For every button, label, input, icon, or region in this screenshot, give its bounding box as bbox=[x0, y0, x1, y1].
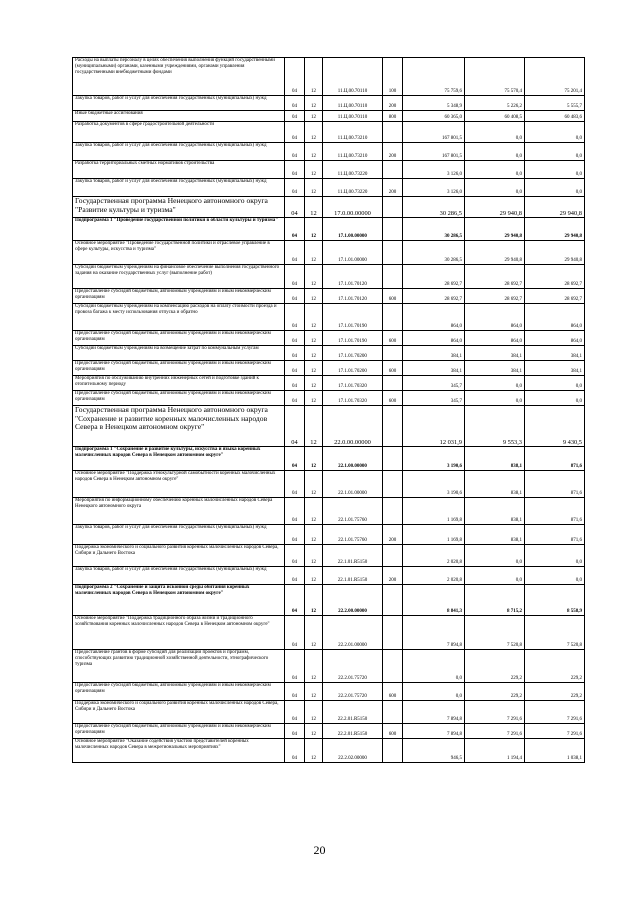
target-code-cell: 11.Ц.00.73210 bbox=[323, 122, 383, 143]
amount-year1-cell: 8 841,3 bbox=[403, 585, 465, 616]
section-code-cell: 04 bbox=[285, 525, 305, 545]
table-row bbox=[73, 265, 585, 289]
subsection-code-cell: 12 bbox=[305, 179, 323, 197]
expense-type-cell bbox=[383, 241, 403, 265]
table-row bbox=[73, 161, 585, 179]
subsection-code-cell: 12 bbox=[305, 525, 323, 545]
amount-year1-cell: 3 190,6 bbox=[403, 471, 465, 498]
expense-type-cell bbox=[383, 701, 403, 724]
expense-type-cell bbox=[383, 218, 403, 241]
target-code-cell: 22.1.01.R5150 bbox=[323, 567, 383, 585]
amount-year2-cell: 838,1 bbox=[465, 471, 525, 498]
amount-year3-cell: 29 940,8 bbox=[525, 241, 585, 265]
target-code-cell: 11.Ц.00.70110 bbox=[323, 96, 383, 111]
subsection-code-cell: 12 bbox=[305, 96, 323, 111]
row-name-cell: Мероприятия по информационному обеспечению коренных малочисленных народов Севера Ненецкого автономного округа bbox=[73, 498, 285, 525]
section-code-cell: 04 bbox=[285, 143, 305, 161]
amount-year1-cell: 3 126,0 bbox=[403, 179, 465, 197]
row-name-cell: Предоставление грантов в форме субсидий для реализации проектов и программ, способствующих развитию традиционной хозяйственной деятельности, этнографического туризма bbox=[73, 650, 285, 683]
table-row bbox=[73, 498, 585, 525]
amount-year1-cell: 384,1 bbox=[403, 361, 465, 376]
amount-year2-cell: 0,0 bbox=[465, 545, 525, 567]
amount-year3-cell: 29 940,8 bbox=[525, 197, 585, 218]
row-name-cell: Основное мероприятие "Проведение государственной политики и отраслевое управление в сфере культуры, искусства и туризма" bbox=[73, 241, 285, 265]
section-code-cell: 04 bbox=[285, 724, 305, 739]
section-code-cell: 04 bbox=[285, 545, 305, 567]
amount-year1-cell: 7 894,8 bbox=[403, 701, 465, 724]
amount-year3-cell: 60 483,6 bbox=[525, 111, 585, 122]
table-row bbox=[73, 304, 585, 331]
table-row bbox=[73, 331, 585, 346]
amount-year3-cell: 864,0 bbox=[525, 304, 585, 331]
table-row bbox=[73, 406, 585, 447]
amount-year2-cell: 7 291,6 bbox=[465, 701, 525, 724]
section-code-cell: 04 bbox=[285, 498, 305, 525]
subsection-code-cell: 12 bbox=[305, 111, 323, 122]
amount-year3-cell: 0,0 bbox=[525, 179, 585, 197]
subsection-code-cell: 12 bbox=[305, 376, 323, 391]
expense-type-cell bbox=[383, 122, 403, 143]
target-code-cell: 22.1.01.R5150 bbox=[323, 545, 383, 567]
row-name-cell: Субсидии бюджетным учреждениям на компенсацию расходов на оплату стоимости проезда и провоза багажа к месту использования отпуска и обратно bbox=[73, 304, 285, 331]
amount-year3-cell: 7 520,8 bbox=[525, 616, 585, 650]
target-code-cell: 22.2.01.R5150 bbox=[323, 724, 383, 739]
subsection-code-cell: 12 bbox=[305, 143, 323, 161]
expense-type-cell: 600 bbox=[383, 683, 403, 701]
target-code-cell: 22.1.00.00000 bbox=[323, 447, 383, 471]
amount-year1-cell: 12 031,9 bbox=[403, 406, 465, 447]
table-row bbox=[73, 616, 585, 650]
amount-year2-cell: 384,1 bbox=[465, 346, 525, 361]
subsection-code-cell: 12 bbox=[305, 361, 323, 376]
budget-table-container bbox=[72, 57, 584, 763]
amount-year3-cell: 7 291,6 bbox=[525, 701, 585, 724]
amount-year2-cell: 0,0 bbox=[465, 376, 525, 391]
row-name-cell: Подпрограмма 1 "Проведение государственной политики в области культуры и туризма" bbox=[73, 218, 285, 241]
row-name-cell: Государственная программа Ненецкого автономного округа "Сохранение и развитие коренных малочисленных народов Севера в Ненецком автономном округе" bbox=[73, 406, 285, 447]
amount-year3-cell: 229,2 bbox=[525, 650, 585, 683]
target-code-cell: 17.1.00.00000 bbox=[323, 218, 383, 241]
section-code-cell: 04 bbox=[285, 376, 305, 391]
section-code-cell: 04 bbox=[285, 179, 305, 197]
amount-year2-cell: 28 692,7 bbox=[465, 289, 525, 304]
expense-type-cell: 600 bbox=[383, 391, 403, 406]
page-number: 20 bbox=[313, 843, 326, 857]
budget-table bbox=[72, 57, 585, 763]
amount-year3-cell: 864,0 bbox=[525, 331, 585, 346]
table-row bbox=[73, 739, 585, 763]
amount-year1-cell: 2 020,8 bbox=[403, 545, 465, 567]
amount-year1-cell: 30 286,5 bbox=[403, 241, 465, 265]
subsection-code-cell: 12 bbox=[305, 304, 323, 331]
table-row bbox=[73, 391, 585, 406]
amount-year1-cell: 28 692,7 bbox=[403, 265, 465, 289]
table-row bbox=[73, 346, 585, 361]
section-code-cell: 04 bbox=[285, 111, 305, 122]
subsection-code-cell: 12 bbox=[305, 616, 323, 650]
section-code-cell: 04 bbox=[285, 96, 305, 111]
expense-type-cell bbox=[383, 650, 403, 683]
section-code-cell: 04 bbox=[285, 58, 305, 96]
amount-year3-cell: 0,0 bbox=[525, 161, 585, 179]
expense-type-cell bbox=[383, 498, 403, 525]
amount-year2-cell: 28 692,7 bbox=[465, 265, 525, 289]
table-row bbox=[73, 567, 585, 585]
row-name-cell: Мероприятия по обслуживанию внутренних инженерных сетей и подготовке зданий к отопительному периоду bbox=[73, 376, 285, 391]
target-code-cell: 17.1.01.00000 bbox=[323, 241, 383, 265]
table-row bbox=[73, 96, 585, 111]
amount-year2-cell: 0,0 bbox=[465, 391, 525, 406]
target-code-cell: 22.1.01.00000 bbox=[323, 471, 383, 498]
subsection-code-cell: 12 bbox=[305, 650, 323, 683]
table-row bbox=[73, 525, 585, 545]
amount-year2-cell: 0,0 bbox=[465, 122, 525, 143]
amount-year3-cell: 229,2 bbox=[525, 683, 585, 701]
row-name-cell: Основное мероприятие "Поддержка традиционного образа жизни и традиционного хозяйствования коренных малочисленных народов Севера в Ненецком автономном округе" bbox=[73, 616, 285, 650]
amount-year1-cell: 7 894,8 bbox=[403, 616, 465, 650]
amount-year3-cell: 29 940,8 bbox=[525, 218, 585, 241]
target-code-cell: 22.2.01.75720 bbox=[323, 650, 383, 683]
target-code-cell: 17.1.01.70120 bbox=[323, 289, 383, 304]
amount-year3-cell: 871,6 bbox=[525, 471, 585, 498]
amount-year1-cell: 946,5 bbox=[403, 739, 465, 763]
amount-year2-cell: 0,0 bbox=[465, 567, 525, 585]
expense-type-cell bbox=[383, 616, 403, 650]
target-code-cell: 22.1.01.75760 bbox=[323, 525, 383, 545]
amount-year2-cell: 0,0 bbox=[465, 143, 525, 161]
amount-year1-cell: 1 169,8 bbox=[403, 498, 465, 525]
amount-year1-cell: 3 126,0 bbox=[403, 161, 465, 179]
amount-year3-cell: 0,0 bbox=[525, 122, 585, 143]
target-code-cell: 17.1.01.70120 bbox=[323, 265, 383, 289]
target-code-cell: 22.2.02.00000 bbox=[323, 739, 383, 763]
amount-year2-cell: 838,1 bbox=[465, 525, 525, 545]
target-code-cell: 22.1.01.75760 bbox=[323, 498, 383, 525]
row-name-cell: Предоставление субсидий бюджетным, автономным учреждениям и иным некоммерческим организациям bbox=[73, 724, 285, 739]
target-code-cell: 17.0.00.00000 bbox=[323, 197, 383, 218]
amount-year3-cell: 871,6 bbox=[525, 498, 585, 525]
expense-type-cell: 200 bbox=[383, 179, 403, 197]
target-code-cell: 17.1.01.70320 bbox=[323, 376, 383, 391]
amount-year1-cell: 75 759,6 bbox=[403, 58, 465, 96]
section-code-cell: 04 bbox=[285, 122, 305, 143]
amount-year2-cell: 229,2 bbox=[465, 650, 525, 683]
row-name-cell: Закупка товаров, работ и услуг для обеспечения государственных (муниципальных) нужд bbox=[73, 567, 285, 585]
table-row bbox=[73, 471, 585, 498]
row-name-cell: Предоставление субсидий бюджетным, автономным учреждениям и иным некоммерческим организациям bbox=[73, 289, 285, 304]
table-row bbox=[73, 197, 585, 218]
target-code-cell: 17.1.01.70190 bbox=[323, 331, 383, 346]
amount-year3-cell: 8 558,9 bbox=[525, 585, 585, 616]
table-row bbox=[73, 545, 585, 567]
subsection-code-cell: 12 bbox=[305, 724, 323, 739]
table-row bbox=[73, 683, 585, 701]
amount-year2-cell: 0,0 bbox=[465, 161, 525, 179]
target-code-cell: 11.Ц.00.70110 bbox=[323, 111, 383, 122]
section-code-cell: 04 bbox=[285, 241, 305, 265]
subsection-code-cell: 12 bbox=[305, 391, 323, 406]
expense-type-cell: 200 bbox=[383, 143, 403, 161]
target-code-cell: 17.1.01.70200 bbox=[323, 346, 383, 361]
amount-year1-cell: 1 169,8 bbox=[403, 525, 465, 545]
subsection-code-cell: 12 bbox=[305, 545, 323, 567]
row-name-cell: Расходы на выплаты персоналу в целях обеспечения выполнения функций государственными (муниципальными) органами, казенными учреждениями, органами управления государственными внебюджетными фондами bbox=[73, 58, 285, 96]
subsection-code-cell: 12 bbox=[305, 218, 323, 241]
amount-year1-cell: 2 020,8 bbox=[403, 567, 465, 585]
expense-type-cell: 600 bbox=[383, 331, 403, 346]
amount-year3-cell: 384,1 bbox=[525, 361, 585, 376]
amount-year1-cell: 30 286,5 bbox=[403, 197, 465, 218]
section-code-cell: 04 bbox=[285, 585, 305, 616]
section-code-cell: 04 bbox=[285, 346, 305, 361]
section-code-cell: 04 bbox=[285, 683, 305, 701]
row-name-cell: Предоставление субсидий бюджетным, автономным учреждениям и иным некоммерческим организациям bbox=[73, 361, 285, 376]
amount-year2-cell: 838,1 bbox=[465, 498, 525, 525]
row-name-cell: Государственная программа Ненецкого автономного округа "Развитие культуры и туризма" bbox=[73, 197, 285, 218]
table-row bbox=[73, 361, 585, 376]
section-code-cell: 04 bbox=[285, 331, 305, 346]
target-code-cell: 22.2.00.00000 bbox=[323, 585, 383, 616]
target-code-cell: 17.1.01.70320 bbox=[323, 391, 383, 406]
row-name-cell: Предоставление субсидий бюджетным, автономным учреждениям и иным некоммерческим организациям bbox=[73, 391, 285, 406]
amount-year3-cell: 28 692,7 bbox=[525, 265, 585, 289]
subsection-code-cell: 12 bbox=[305, 58, 323, 96]
table-row bbox=[73, 289, 585, 304]
subsection-code-cell: 12 bbox=[305, 701, 323, 724]
table-row bbox=[73, 724, 585, 739]
subsection-code-cell: 12 bbox=[305, 471, 323, 498]
subsection-code-cell: 12 bbox=[305, 197, 323, 218]
amount-year2-cell: 7 291,6 bbox=[465, 724, 525, 739]
target-code-cell: 11.Ц.00.73210 bbox=[323, 143, 383, 161]
amount-year2-cell: 29 940,8 bbox=[465, 241, 525, 265]
row-name-cell: Основное мероприятие "Оказание содействия участию представителей коренных малочисленных народов Севера в межрегиональных мероприятиях" bbox=[73, 739, 285, 763]
amount-year3-cell: 9 430,5 bbox=[525, 406, 585, 447]
row-name-cell: Основное мероприятие "Поддержка этнокультурной самобытности коренных малочисленных народов Севера в Ненецком автономном округе" bbox=[73, 471, 285, 498]
section-code-cell: 04 bbox=[285, 701, 305, 724]
row-name-cell: Закупка товаров, работ и услуг для обеспечения государственных (муниципальных) нужд bbox=[73, 143, 285, 161]
amount-year1-cell: 60 365,0 bbox=[403, 111, 465, 122]
amount-year2-cell: 5 226,2 bbox=[465, 96, 525, 111]
section-code-cell: 04 bbox=[285, 616, 305, 650]
expense-type-cell bbox=[383, 161, 403, 179]
expense-type-cell bbox=[383, 447, 403, 471]
row-name-cell: Предоставление субсидий бюджетным, автономным учреждениям и иным некоммерческим организациям bbox=[73, 683, 285, 701]
amount-year3-cell: 871,6 bbox=[525, 525, 585, 545]
amount-year3-cell: 1 038,1 bbox=[525, 739, 585, 763]
amount-year3-cell: 5 555,7 bbox=[525, 96, 585, 111]
amount-year3-cell: 0,0 bbox=[525, 143, 585, 161]
target-code-cell: 22.2.01.75720 bbox=[323, 683, 383, 701]
expense-type-cell: 800 bbox=[383, 111, 403, 122]
expense-type-cell bbox=[383, 376, 403, 391]
row-name-cell: Подпрограмма 1 "Сохранение и развитие культуры, искусства и языка коренных малочисленных народов Севера в Ненецком автономном округе" bbox=[73, 447, 285, 471]
table-row bbox=[73, 122, 585, 143]
amount-year3-cell: 871,6 bbox=[525, 447, 585, 471]
amount-year1-cell: 384,1 bbox=[403, 346, 465, 361]
expense-type-cell: 200 bbox=[383, 96, 403, 111]
amount-year1-cell: 864,0 bbox=[403, 331, 465, 346]
subsection-code-cell: 12 bbox=[305, 739, 323, 763]
amount-year2-cell: 864,0 bbox=[465, 304, 525, 331]
subsection-code-cell: 12 bbox=[305, 289, 323, 304]
subsection-code-cell: 12 bbox=[305, 346, 323, 361]
expense-type-cell bbox=[383, 197, 403, 218]
expense-type-cell bbox=[383, 471, 403, 498]
amount-year2-cell: 29 940,8 bbox=[465, 197, 525, 218]
amount-year1-cell: 0,0 bbox=[403, 650, 465, 683]
amount-year1-cell: 7 894,8 bbox=[403, 724, 465, 739]
table-row bbox=[73, 447, 585, 471]
subsection-code-cell: 12 bbox=[305, 498, 323, 525]
section-code-cell: 04 bbox=[285, 739, 305, 763]
row-name-cell: Разработка территориальных сметных нормативов строительства bbox=[73, 161, 285, 179]
target-code-cell: 17.1.01.70200 bbox=[323, 361, 383, 376]
subsection-code-cell: 12 bbox=[305, 683, 323, 701]
subsection-code-cell: 12 bbox=[305, 331, 323, 346]
row-name-cell: Подпрограмма 2 "Сохранение и защита исконной среды обитания коренных малочисленных народов Севера в Ненецком автономном округе" bbox=[73, 585, 285, 616]
amount-year2-cell: 9 553,3 bbox=[465, 406, 525, 447]
table-row bbox=[73, 701, 585, 724]
amount-year3-cell: 0,0 bbox=[525, 545, 585, 567]
amount-year2-cell: 864,0 bbox=[465, 331, 525, 346]
row-name-cell: Закупка товаров, работ и услуг для обеспечения государственных (муниципальных) нужд bbox=[73, 179, 285, 197]
subsection-code-cell: 12 bbox=[305, 406, 323, 447]
amount-year2-cell: 29 940,8 bbox=[465, 218, 525, 241]
row-name-cell: Предоставление субсидий бюджетным, автономным учреждениям и иным некоммерческим организациям bbox=[73, 331, 285, 346]
expense-type-cell: 100 bbox=[383, 58, 403, 96]
amount-year1-cell: 3 190,6 bbox=[403, 447, 465, 471]
expense-type-cell bbox=[383, 346, 403, 361]
amount-year3-cell: 7 291,6 bbox=[525, 724, 585, 739]
amount-year1-cell: 864,0 bbox=[403, 304, 465, 331]
amount-year1-cell: 167 801,5 bbox=[403, 122, 465, 143]
target-code-cell: 22.2.01.00000 bbox=[323, 616, 383, 650]
subsection-code-cell: 12 bbox=[305, 585, 323, 616]
amount-year2-cell: 384,1 bbox=[465, 361, 525, 376]
amount-year2-cell: 0,0 bbox=[465, 179, 525, 197]
table-row bbox=[73, 241, 585, 265]
target-code-cell: 22.2.01.R5150 bbox=[323, 701, 383, 724]
row-name-cell: Поддержка экономического и социального развития коренных малочисленных народов Севера, Сибири и Дальнего Востока bbox=[73, 701, 285, 724]
target-code-cell: 17.1.01.70190 bbox=[323, 304, 383, 331]
section-code-cell: 04 bbox=[285, 265, 305, 289]
table-row bbox=[73, 143, 585, 161]
expense-type-cell bbox=[383, 585, 403, 616]
amount-year2-cell: 8 715,2 bbox=[465, 585, 525, 616]
amount-year1-cell: 345,7 bbox=[403, 376, 465, 391]
row-name-cell: Субсидии бюджетным учреждениям на финансовое обеспечение выполнения государственного задания на оказание государственных услуг (выполнение работ) bbox=[73, 265, 285, 289]
target-code-cell: 11.Ц.00.70110 bbox=[323, 58, 383, 96]
section-code-cell: 04 bbox=[285, 197, 305, 218]
expense-type-cell bbox=[383, 265, 403, 289]
amount-year1-cell: 167 801,5 bbox=[403, 143, 465, 161]
amount-year3-cell: 0,0 bbox=[525, 391, 585, 406]
expense-type-cell: 600 bbox=[383, 361, 403, 376]
amount-year1-cell: 30 286,5 bbox=[403, 218, 465, 241]
section-code-cell: 04 bbox=[285, 391, 305, 406]
subsection-code-cell: 12 bbox=[305, 161, 323, 179]
section-code-cell: 04 bbox=[285, 361, 305, 376]
table-row bbox=[73, 179, 585, 197]
subsection-code-cell: 12 bbox=[305, 241, 323, 265]
section-code-cell: 04 bbox=[285, 218, 305, 241]
expense-type-cell: 200 bbox=[383, 525, 403, 545]
amount-year3-cell: 28 692,7 bbox=[525, 289, 585, 304]
amount-year2-cell: 838,1 bbox=[465, 447, 525, 471]
amount-year1-cell: 5 348,9 bbox=[403, 96, 465, 111]
subsection-code-cell: 12 bbox=[305, 122, 323, 143]
table-row bbox=[73, 58, 585, 96]
section-code-cell: 04 bbox=[285, 650, 305, 683]
expense-type-cell: 600 bbox=[383, 289, 403, 304]
row-name-cell: Поддержка экономического и социального развития коренных малочисленных народов Севера, Сибири и Дальнего Востока bbox=[73, 545, 285, 567]
amount-year2-cell: 60 408,5 bbox=[465, 111, 525, 122]
row-name-cell: Разработка документов в сфере градостроительной деятельности bbox=[73, 122, 285, 143]
table-row bbox=[73, 650, 585, 683]
amount-year2-cell: 7 520,8 bbox=[465, 616, 525, 650]
section-code-cell: 04 bbox=[285, 471, 305, 498]
amount-year2-cell: 75 570,4 bbox=[465, 58, 525, 96]
target-code-cell: 22.0.00.00000 bbox=[323, 406, 383, 447]
subsection-code-cell: 12 bbox=[305, 567, 323, 585]
expense-type-cell: 600 bbox=[383, 724, 403, 739]
table-row bbox=[73, 218, 585, 241]
row-name-cell: Иные бюджетные ассигнования bbox=[73, 111, 285, 122]
target-code-cell: 11.Ц.00.73220 bbox=[323, 161, 383, 179]
section-code-cell: 04 bbox=[285, 447, 305, 471]
expense-type-cell bbox=[383, 304, 403, 331]
section-code-cell: 04 bbox=[285, 289, 305, 304]
amount-year1-cell: 0,0 bbox=[403, 683, 465, 701]
expense-type-cell bbox=[383, 406, 403, 447]
section-code-cell: 04 bbox=[285, 161, 305, 179]
amount-year3-cell: 75 201,4 bbox=[525, 58, 585, 96]
expense-type-cell bbox=[383, 545, 403, 567]
amount-year2-cell: 1 194,4 bbox=[465, 739, 525, 763]
table-row bbox=[73, 111, 585, 122]
section-code-cell: 04 bbox=[285, 406, 305, 447]
target-code-cell: 11.Ц.00.73220 bbox=[323, 179, 383, 197]
row-name-cell: Субсидии бюджетным учреждениям на возмещение затрат по коммунальным услугам bbox=[73, 346, 285, 361]
table-row bbox=[73, 585, 585, 616]
section-code-cell: 04 bbox=[285, 567, 305, 585]
amount-year2-cell: 229,2 bbox=[465, 683, 525, 701]
expense-type-cell: 200 bbox=[383, 567, 403, 585]
table-body bbox=[73, 58, 585, 763]
amount-year1-cell: 345,7 bbox=[403, 391, 465, 406]
subsection-code-cell: 12 bbox=[305, 447, 323, 471]
expense-type-cell bbox=[383, 739, 403, 763]
table-row bbox=[73, 376, 585, 391]
amount-year3-cell: 0,0 bbox=[525, 376, 585, 391]
row-name-cell: Закупка товаров, работ и услуг для обеспечения государственных (муниципальных) нужд bbox=[73, 96, 285, 111]
amount-year3-cell: 384,1 bbox=[525, 346, 585, 361]
row-name-cell: Закупка товаров, работ и услуг для обеспечения государственных (муниципальных) нужд bbox=[73, 525, 285, 545]
amount-year1-cell: 28 692,7 bbox=[403, 289, 465, 304]
amount-year3-cell: 0,0 bbox=[525, 567, 585, 585]
section-code-cell: 04 bbox=[285, 304, 305, 331]
subsection-code-cell: 12 bbox=[305, 265, 323, 289]
